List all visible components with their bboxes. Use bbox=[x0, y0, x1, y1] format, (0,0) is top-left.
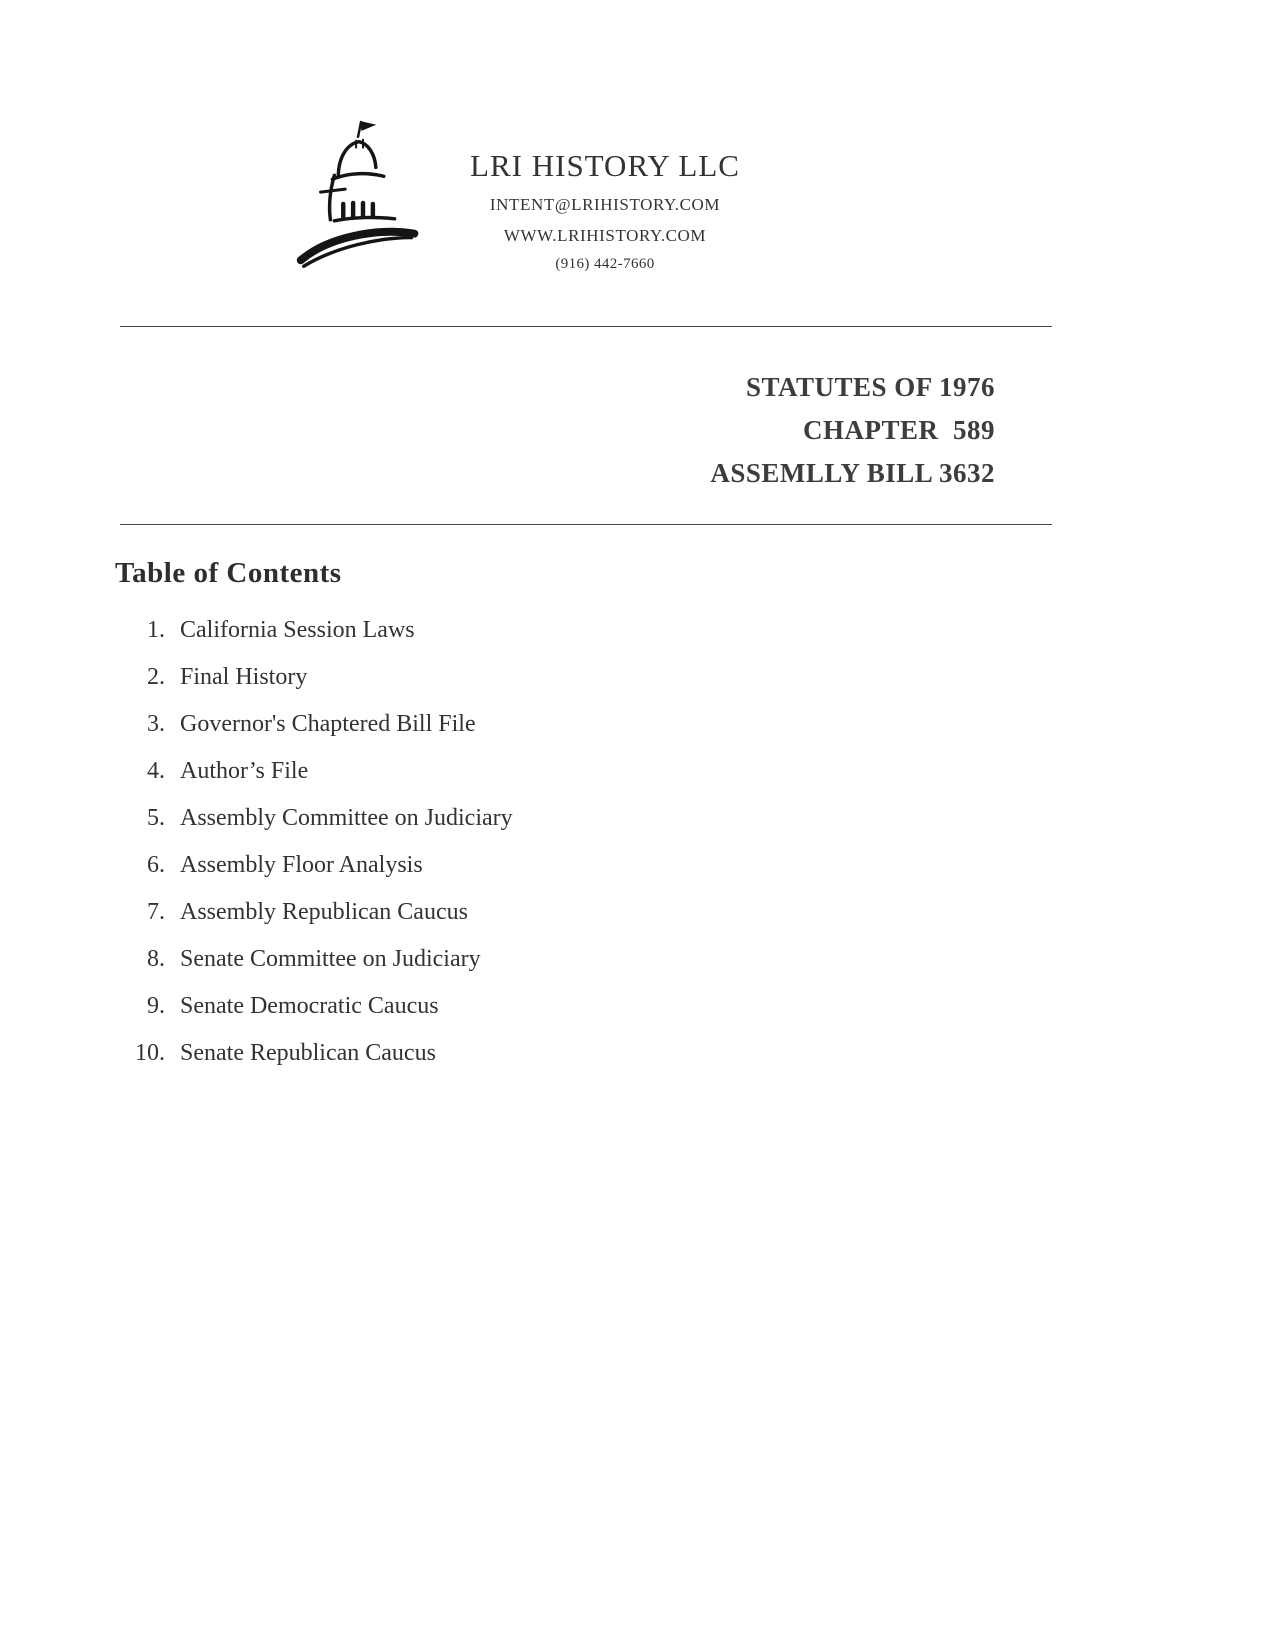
toc-item-number: 8. bbox=[147, 946, 165, 972]
toc-item-label: Senate Committee on Judiciary bbox=[180, 946, 481, 972]
toc-item-label: Governor's Chaptered Bill File bbox=[180, 711, 476, 737]
toc-item bbox=[115, 946, 815, 993]
toc-item bbox=[115, 758, 815, 805]
toc-list bbox=[115, 617, 815, 1087]
company-email: INTENT@LRIHISTORY.COM bbox=[489, 195, 721, 214]
toc-item-number: 9. bbox=[147, 993, 165, 1019]
statutes-title-block bbox=[710, 366, 995, 495]
company-website: WWW.LRIHISTORY.COM bbox=[503, 226, 707, 245]
toc-item-number: 1. bbox=[147, 617, 165, 643]
toc-item-number: 3. bbox=[147, 711, 165, 737]
header-contact-block bbox=[452, 148, 758, 273]
toc-item-label: California Session Laws bbox=[180, 617, 415, 643]
toc-item bbox=[115, 993, 815, 1040]
toc-item bbox=[115, 617, 815, 664]
divider-bottom bbox=[120, 524, 1052, 525]
toc-item bbox=[115, 1040, 815, 1087]
toc-item-label: Senate Democratic Caucus bbox=[180, 993, 439, 1019]
toc-item bbox=[115, 805, 815, 852]
toc-item-label: Assembly Republican Caucus bbox=[180, 899, 468, 925]
toc-heading: Table of Contents bbox=[115, 557, 342, 589]
toc-item bbox=[115, 711, 815, 758]
company-name: LRI HISTORY LLC bbox=[470, 148, 740, 183]
divider-top bbox=[120, 326, 1052, 327]
toc-item-label: Author’s File bbox=[180, 758, 309, 784]
toc-item-number: 4. bbox=[147, 758, 165, 784]
company-phone: (916) 442-7660 bbox=[555, 256, 655, 272]
capitol-building-logo-icon bbox=[288, 118, 438, 286]
toc-item-number: 7. bbox=[147, 899, 165, 925]
chapter-line: CHAPTER 589 bbox=[802, 415, 995, 445]
toc-item-number: 6. bbox=[147, 852, 165, 878]
toc-item-number: 5. bbox=[147, 805, 165, 831]
toc-item-number: 10. bbox=[135, 1040, 165, 1066]
toc-item bbox=[115, 852, 815, 899]
statutes-line: STATUTES OF 1976 bbox=[745, 372, 995, 402]
assembly-bill-line: ASSEMLLY BILL 3632 bbox=[710, 458, 995, 488]
toc-item bbox=[115, 899, 815, 946]
toc-item-label: Assembly Floor Analysis bbox=[180, 852, 423, 878]
toc-item-number: 2. bbox=[147, 664, 165, 690]
toc-item-label: Assembly Committee on Judiciary bbox=[180, 805, 513, 831]
toc-item-label: Final History bbox=[180, 664, 308, 690]
toc-item-label: Senate Republican Caucus bbox=[180, 1040, 436, 1066]
toc-item bbox=[115, 664, 815, 711]
